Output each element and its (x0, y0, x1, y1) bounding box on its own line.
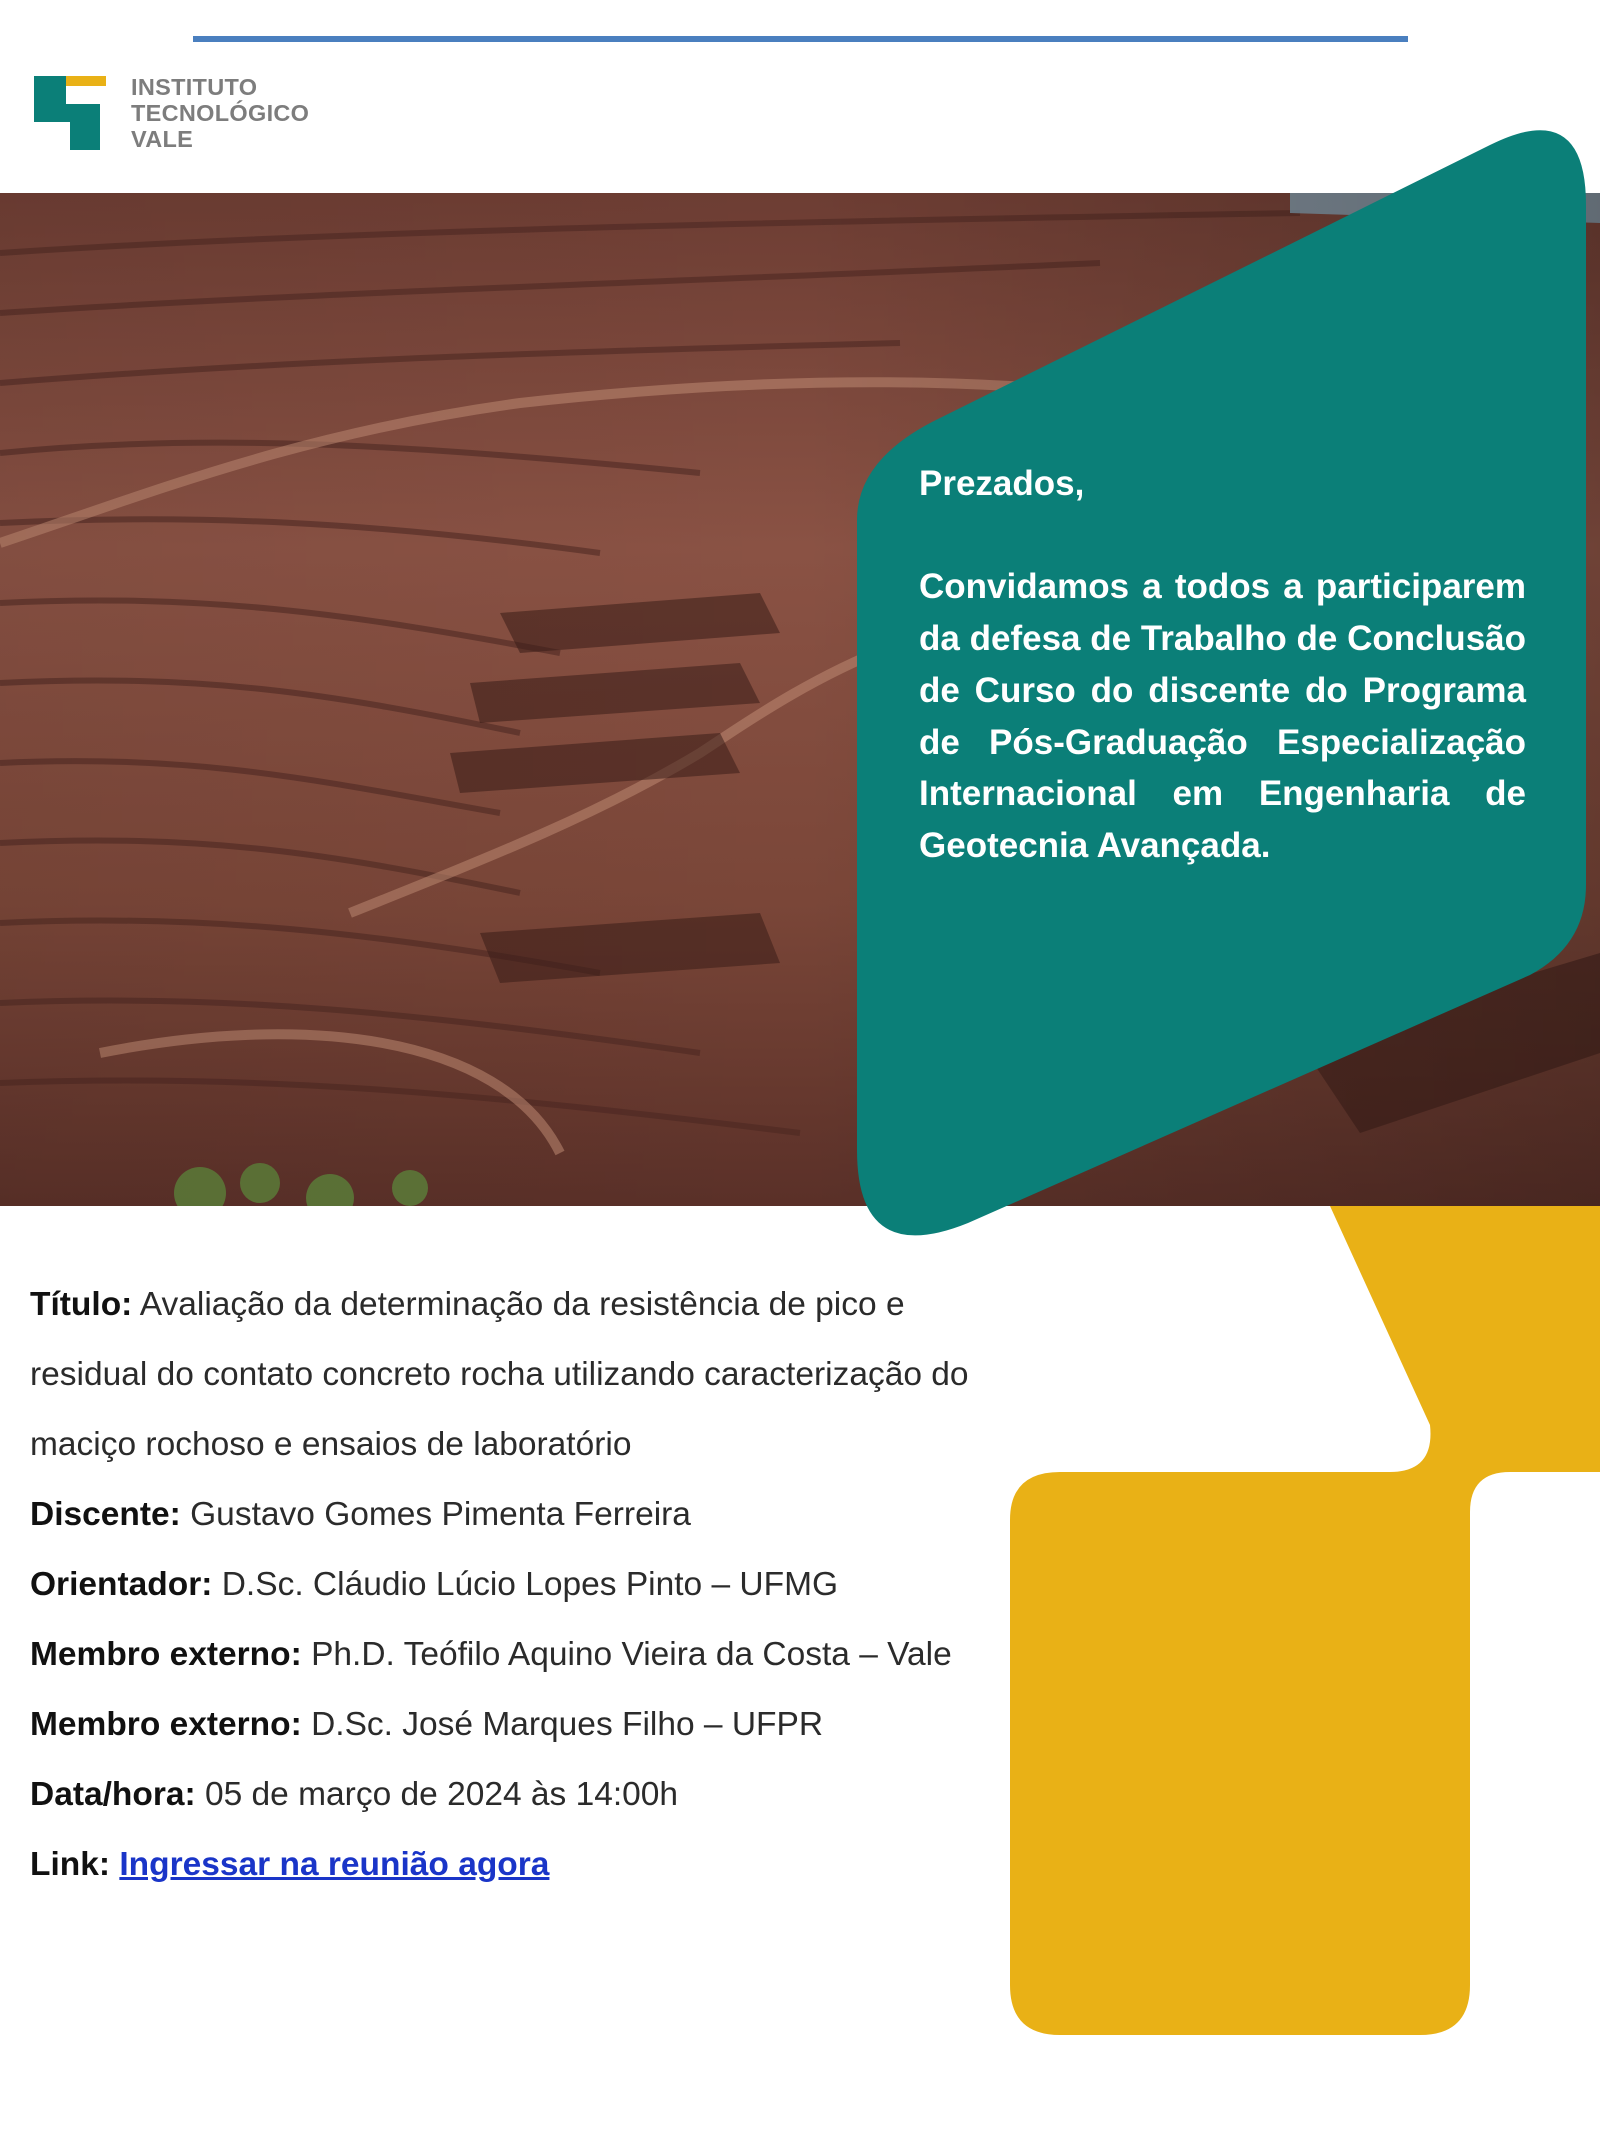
join-meeting-link[interactable]: Ingressar na reunião agora (119, 1846, 550, 1883)
external-member-value-2: D.Sc. José Marques Filho – UFPR (311, 1706, 824, 1743)
advisor-value: D.Sc. Cláudio Lúcio Lopes Pinto – UFMG (221, 1566, 839, 1603)
external-member-label-1: Membro externo: (30, 1636, 302, 1673)
invitation-body: Convidamos a todos a participarem da defesa de Trabalho de Conclusão de Curso do discente do Programa de Pós-Graduação Especialização Internacional em Engenharia de Geotecnia Avançada. (919, 567, 1526, 865)
title-row (30, 1270, 1010, 1480)
link-row (30, 1830, 1010, 1900)
logo-line-1: INSTITUTO (131, 74, 258, 100)
greeting: Prezados, (919, 464, 1085, 503)
link-label: Link: (30, 1846, 111, 1883)
date-label: Data/hora: (30, 1776, 196, 1813)
logo-line-3: VALE (131, 126, 194, 152)
external-member-value-1: Ph.D. Teófilo Aquino Vieira da Costa – Vale (311, 1636, 952, 1673)
external-member-row-1 (30, 1620, 1010, 1690)
title-label: Título: (30, 1286, 133, 1323)
student-value: Gustavo Gomes Pimenta Ferreira (190, 1496, 691, 1533)
student-row (30, 1480, 1010, 1550)
logo-line-2: TECNOLÓGICO (131, 100, 310, 126)
title-value: Avaliação da determinação da resistência de pico e residual do contato concreto rocha utilizando caracterização do maciço rochoso e ensaios de laboratório (30, 1286, 969, 1463)
date-value: 05 de março de 2024 às 14:00h (204, 1776, 679, 1813)
advisor-label: Orientador: (30, 1566, 213, 1603)
invitation-text (919, 458, 1526, 872)
external-member-row-2 (30, 1690, 1010, 1760)
student-label: Discente: (30, 1496, 181, 1533)
advisor-row (30, 1550, 1010, 1620)
external-member-label-2: Membro externo: (30, 1706, 302, 1743)
date-row (30, 1760, 1010, 1830)
defense-details (30, 1270, 1010, 1900)
